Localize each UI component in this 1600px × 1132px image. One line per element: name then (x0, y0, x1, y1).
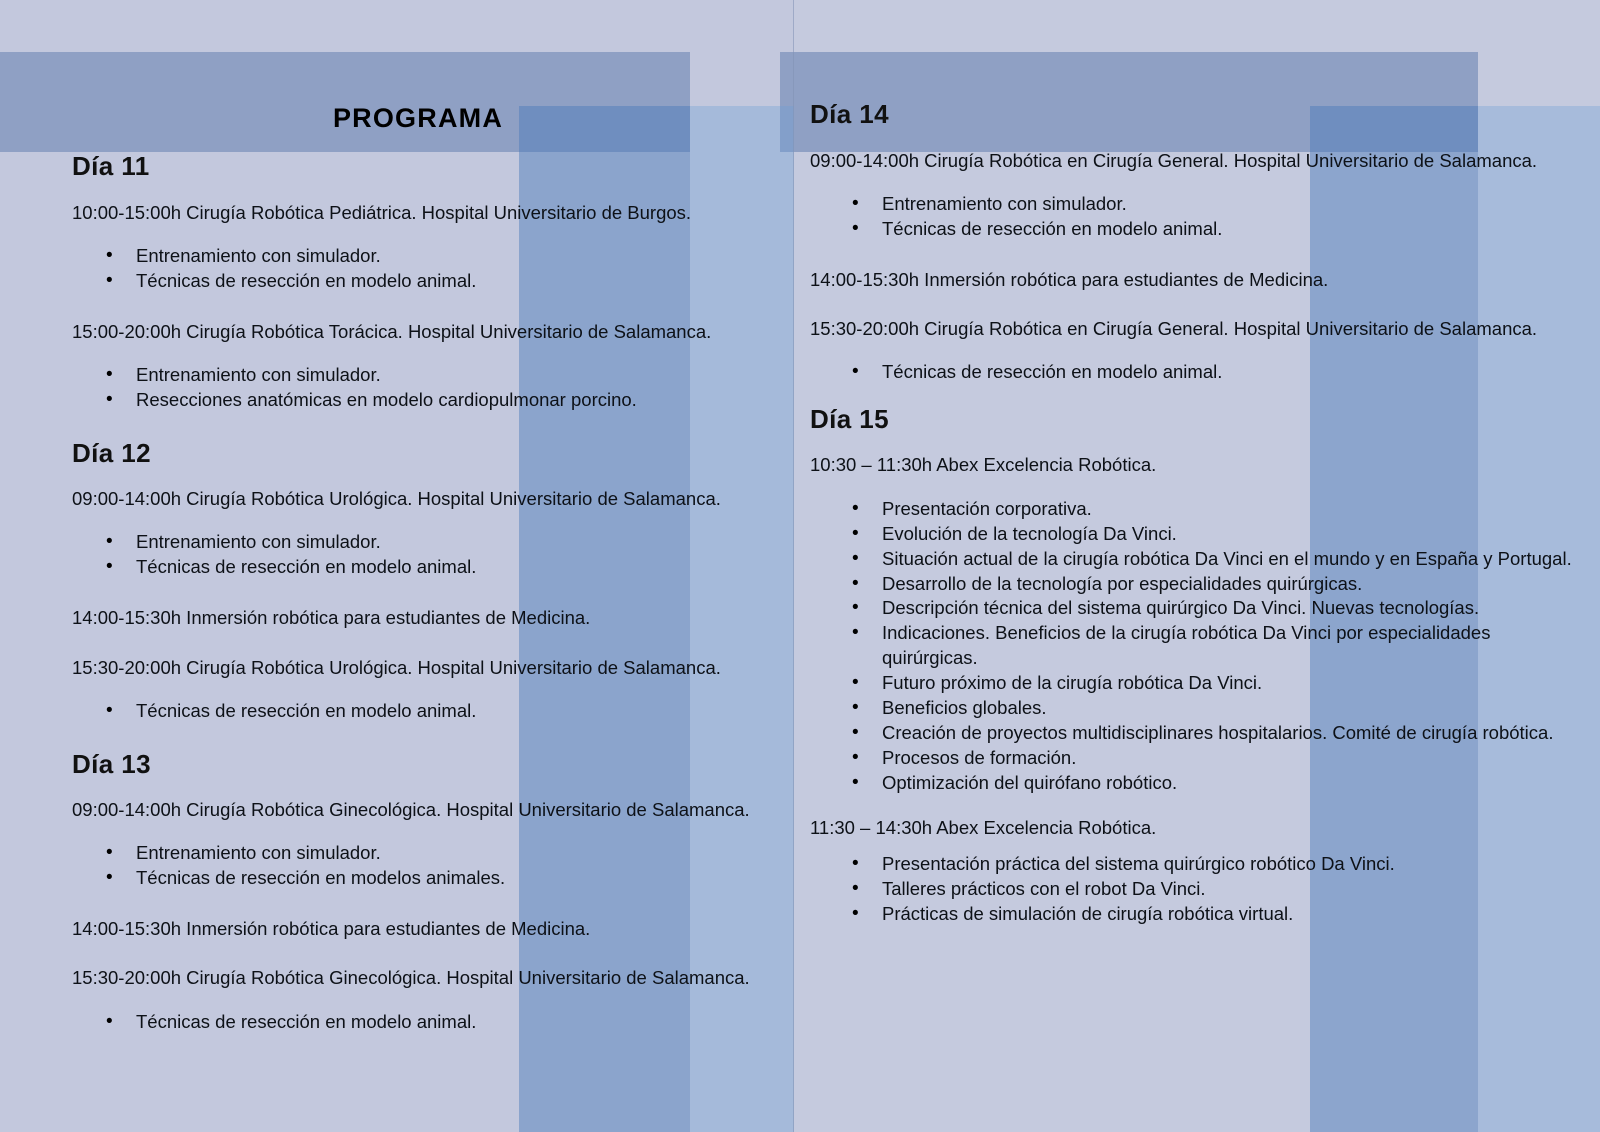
session-bullet-list (72, 1010, 764, 1035)
list-item: • Técnicas de resección en modelo animal. (810, 217, 1582, 242)
list-item: • Entrenamiento con simulador. (72, 530, 764, 555)
session-bullet-list (72, 530, 764, 580)
list-item: • Técnicas de resección en modelo animal. (72, 269, 764, 294)
list-item: • Optimización del quirófano robótico. (810, 771, 1582, 796)
list-item: • Presentación corporativa. (810, 497, 1582, 522)
list-item: • Presentación práctica del sistema quirúrgico robótico Da Vinci. (810, 852, 1582, 877)
list-item: • Entrenamiento con simulador. (810, 192, 1582, 217)
list-item: • Procesos de formación. (810, 746, 1582, 771)
session-bullet-list (72, 363, 764, 413)
list-item: • Beneficios globales. (810, 696, 1582, 721)
session-time-text: 10:30 – 11:30h Abex Excelencia Robótica. (810, 454, 1157, 476)
right-column (794, 0, 1600, 927)
list-item: • Técnicas de resección en modelo animal. (810, 360, 1582, 385)
day-heading-15: Día 15 (810, 403, 890, 434)
session-time-text: 09:00-14:00h Cirugía Robótica Ginecológica. Hospital Universitario de Salamanca. (72, 799, 750, 821)
page-title: PROGRAMA (332, 103, 504, 133)
day-heading-12: Día 12 (72, 437, 152, 468)
left-column (0, 0, 794, 1034)
session-time-text: 09:00-14:00h Cirugía Robótica en Cirugía General. Hospital Universitario de Salamanca. (810, 149, 1538, 171)
list-item: • Creación de proyectos multidisciplinares hospitalarios. Comité de cirugía robótica. (810, 721, 1582, 746)
list-item: • Entrenamiento con simulador. (72, 244, 764, 269)
session-time-text: 14:00-15:30h Inmersión robótica para estudiantes de Medicina. (72, 918, 591, 940)
list-item: • Indicaciones. Beneficios de la cirugía robótica Da Vinci por especialidades quirúrgicas. (810, 621, 1582, 671)
day-heading-14: Día 14 (810, 99, 890, 129)
list-item: • Entrenamiento con simulador. (72, 841, 764, 866)
list-item: • Técnicas de resección en modelo animal. (72, 555, 764, 580)
session-time-text: 15:00-20:00h Cirugía Robótica Torácica. Hospital Universitario de Salamanca. (72, 320, 712, 342)
session-bullet-list (810, 192, 1582, 242)
list-item: • Talleres prácticos con el robot Da Vinci. (810, 877, 1582, 902)
session-time-text: 09:00-14:00h Cirugía Robótica Urológica. Hospital Universitario de Salamanca. (72, 488, 721, 510)
list-item: • Evolución de la tecnología Da Vinci. (810, 522, 1582, 547)
list-item: • Entrenamiento con simulador. (72, 363, 764, 388)
session-time-text: 10:00-15:00h Cirugía Robótica Pediátrica. Hospital Universitario de Burgos. (72, 201, 692, 223)
list-item: • Resecciones anatómicas en modelo cardiopulmonar porcino. (72, 388, 764, 413)
session-bullet-list (72, 841, 764, 891)
list-item: • Técnicas de resección en modelo animal. (72, 1010, 764, 1035)
session-time-text: 14:00-15:30h Inmersión robótica para estudiantes de Medicina. (810, 268, 1329, 290)
list-item: • Técnicas de resección en modelo animal. (72, 699, 764, 724)
session-time-text: 15:30-20:00h Cirugía Robótica Ginecológica. Hospital Universitario de Salamanca. (72, 967, 750, 989)
session-time-text: 14:00-15:30h Inmersión robótica para estudiantes de Medicina. (72, 607, 591, 629)
session-bullet-list (72, 699, 764, 724)
list-item: • Descripción técnica del sistema quirúrgico Da Vinci. Nuevas tecnologías. (810, 596, 1582, 621)
session-bullet-list (810, 852, 1582, 927)
session-time-text: 15:30-20:00h Cirugía Robótica Urológica. Hospital Universitario de Salamanca. (72, 656, 721, 678)
list-item: • Futuro próximo de la cirugía robótica Da Vinci. (810, 671, 1582, 696)
list-item: • Prácticas de simulación de cirugía robótica virtual. (810, 902, 1582, 927)
list-item: • Situación actual de la cirugía robótica Da Vinci en el mundo y en España y Portugal. (810, 547, 1582, 572)
session-bullet-list (810, 360, 1582, 385)
day-heading-13: Día 13 (72, 748, 152, 779)
list-item: • Desarrollo de la tecnología por especialidades quirúrgicas. (810, 572, 1582, 597)
list-item: • Técnicas de resección en modelos animales. (72, 866, 764, 891)
session-bullet-list (810, 497, 1582, 797)
day-heading-11: Día 11 (72, 151, 150, 181)
session-bullet-list (72, 244, 764, 294)
session-time-text: 11:30 – 14:30h Abex Excelencia Robótica. (810, 817, 1157, 839)
session-time-text: 15:30-20:00h Cirugía Robótica en Cirugía General. Hospital Universitario de Salamanca. (810, 317, 1538, 339)
